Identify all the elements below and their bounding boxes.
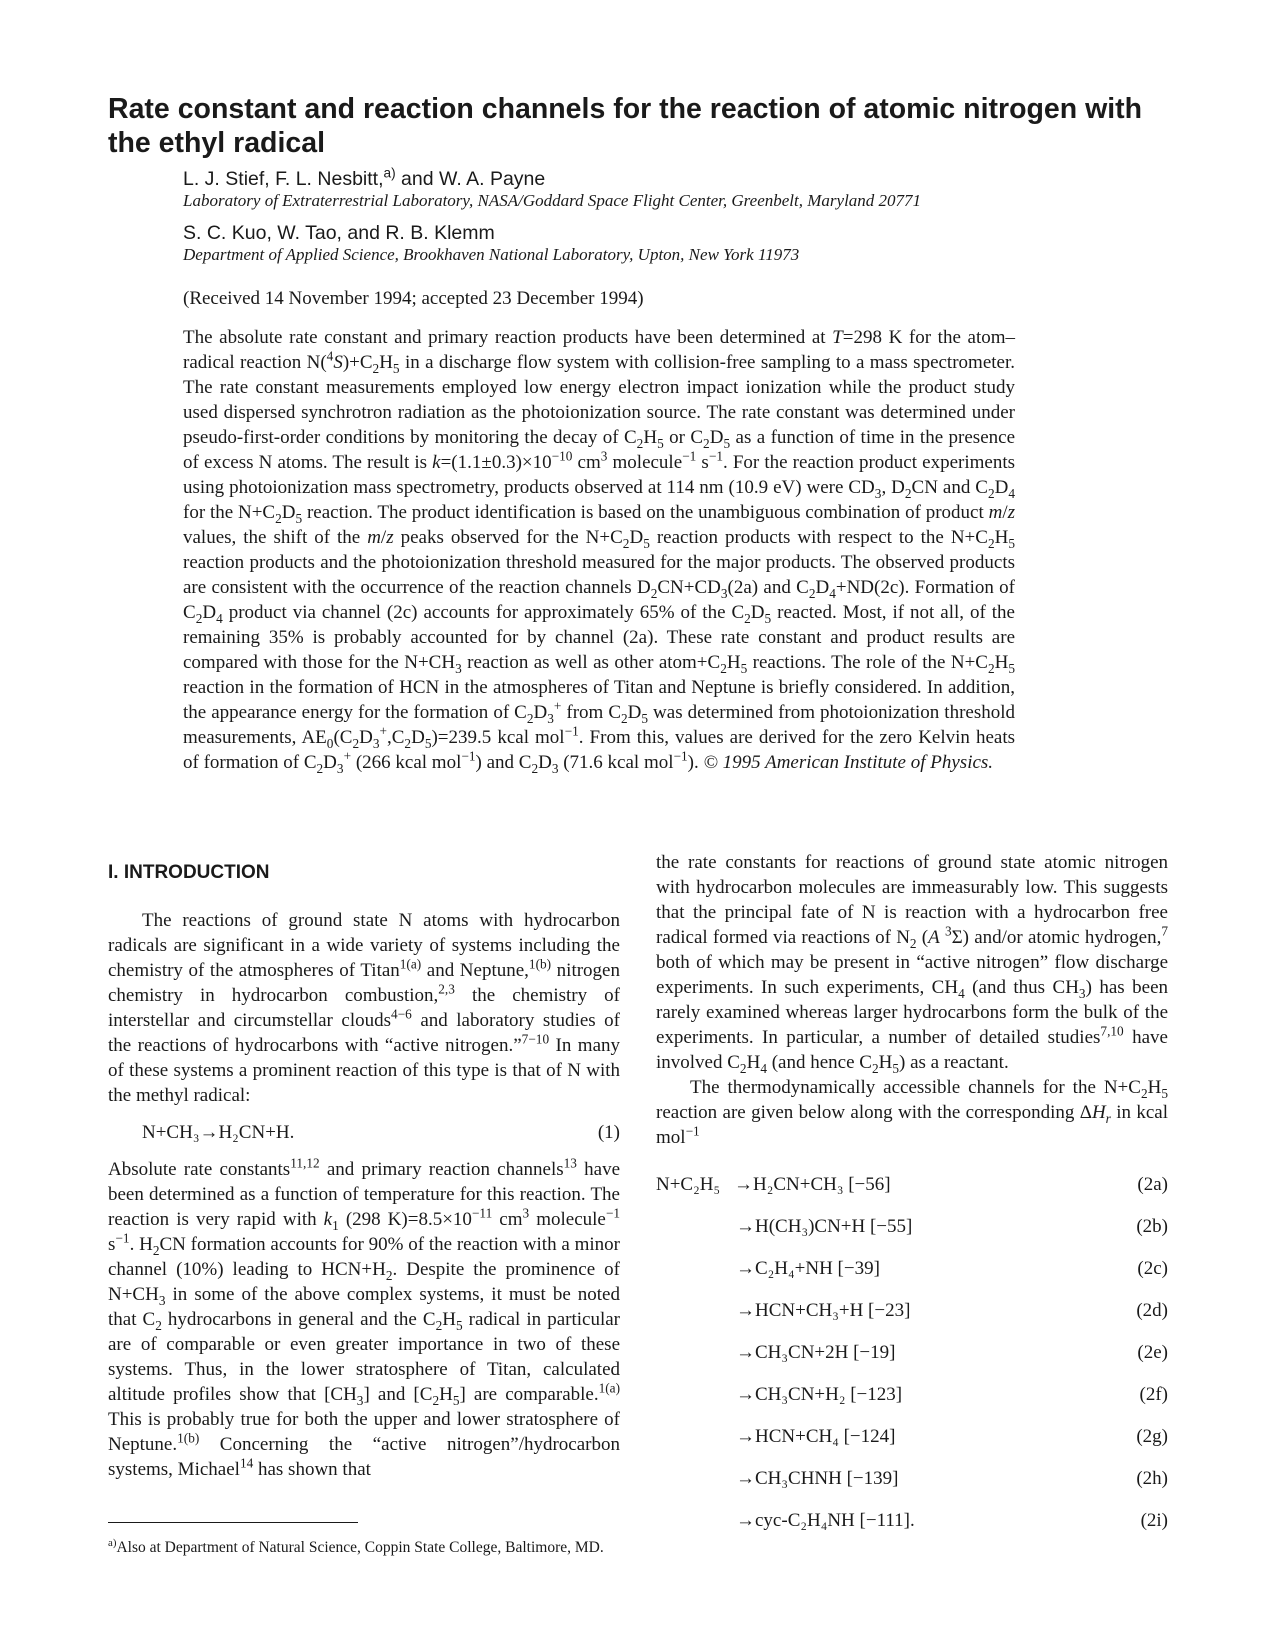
intro-paragraph-1: The reactions of ground state N atoms with hydrocarbon radicals are significant in a wide variety of systems including the chemistry of the atmospheres of Titan$^{1(a)}$ and Neptune,$^{1(b)}$ nitrogen chemistry in hydrocarbon combustion,$^{2,3}$ the chemistry of interstellar and circumstellar clouds$^{4-6}$ and laboratory studies of the reactions of hydrocarbons with “active nitrogen.”$^{7-10}$ In many of these systems a prominent reaction of this type is that of N with the methyl radical:	[108, 910, 621, 1106]
reaction-number: (2c)	[1137, 1258, 1168, 1279]
section-heading: I. INTRODUCTION	[108, 862, 270, 883]
reaction-number: (2i)	[1140, 1510, 1168, 1531]
reaction-rhs: →HCN+CH₃+H [−23]	[736, 1300, 911, 1321]
received-dates: (Received 14 November 1994; accepted 23 December 1994)	[183, 288, 644, 309]
reaction-number: (2a)	[1137, 1174, 1168, 1195]
intro-paragraph-4: The thermodynamically accessible channels for the $N+C_2H_5$ reaction are given below along with the corresponding $\Delta H_r$ in kcal mol$^{-1}$	[656, 1077, 1168, 1148]
equation-1-text: N+CH₃→H₂CN+H.	[142, 1122, 295, 1143]
reaction-number: (2e)	[1137, 1342, 1168, 1363]
author-line-2: S. C. Kuo, W. Tao, and R. B. Klemm	[183, 222, 495, 244]
reaction-number: (2h)	[1136, 1468, 1168, 1489]
reaction-lhs: N+C₂H₅	[656, 1174, 721, 1195]
reaction-rhs: →H₂CN+CH₃ [−56]	[734, 1174, 891, 1195]
reaction-rhs: →H(CH₃)CN+H [−55]	[736, 1216, 913, 1237]
intro-paragraph-2: Absolute rate constants$^{11,12}$ and primary reaction channels$^{13}$ have been determined as a function of temperature for this reaction. The reaction is very rapid with $k_1$ (298 $K)=8.5\times 10^{-11}$ $cm^3$ molecule$^{-1}$ $s^{-1}$. $H_2CN$ formation accounts for 90% of the reaction with a minor channel (10%) leading to $HCN+H_2$. Despite the prominence of $N+CH_3$ in some of the above complex systems, it must be noted that $C_2$ hydrocarbons in general and the $C_2H_5$ radical in particular are of comparable or even greater importance in two of these systems. Thus, in the lower stratosphere of Titan, calculated altitude profiles show that $[CH_3]$ and $[C_2H_5]$ are comparable.$^{1(a)}$ This is probably true for both the upper and lower stratosphere of Neptune.$^{1(b)}$ Concerning the “active nitrogen”/hydrocarbon systems, Michael$^{14}$ has shown that	[108, 1155, 620, 1480]
footnote-mark: a)	[108, 1536, 117, 1549]
author-line-1	[183, 167, 545, 191]
footnote-divider	[108, 1522, 358, 1523]
footnote	[108, 1538, 620, 1558]
author-footnote-mark: a)	[383, 165, 396, 181]
reaction-rhs: →C₂H₄+NH [−39]	[736, 1258, 880, 1279]
reaction-rhs: →CH₃CN+H₂ [−123]	[736, 1384, 903, 1405]
abstract: The absolute rate constant and primary reaction products have been determined at T=298 K for the atom–radical reaction $N(^4S)+C_2H_5$ in a discharge flow system with collision-free sampling to a mass spectrometer. The rate constant measurements employed low energy electron impact ionization while the product study used dispersed synchrotron radiation as the photoionization source. The rate constant was determined under pseudo-first-order conditions by monitoring the decay of $C_2H_5$ or $C_2D_5$ as a function of time in the presence of excess N atoms. The result is $k=(1.1\pm 0.3)\times 10^{-10}$ $cm^3$ molecule$^{-1}$ $s^{-1}$. For the reaction product experiments using photoionization mass spectrometry, products observed at 114 nm (10.9 eV) were $CD_3$, $D_2CN$ and $C_2D_4$ for the $N+C_2D_5$ reaction. The product identification is based on the unambiguous combination of product m/z values, the shift of the m/z peaks observed for the $N+C_2D_5$ reaction products with respect to the $N+C_2H_5$ reaction products and the photoionization threshold measured for the major products. The observed products are consistent with the occurrence of the reaction channels $D_2CN+CD_3(2a)$ and $C_2D_4+ND(2c)$. Formation of $C_2D_4$ product via channel (2c) accounts for approximately 65% of the $C_2D_5$ reacted. Most, if not all, of the remaining 35% is probably accounted for by channel (2a). These rate constant and product results are compared with those for the $N+CH_3$ reaction as well as other $atom+C_2H_5$ reactions. The role of the $N+C_2H_5$ reaction in the formation of HCN in the atmospheres of Titan and Neptune is briefly considered. In addition, the appearance energy for the formation of $C_2D_3^+$ from $C_2D_5$ was determined from photoionization threshold measurements, $AE_0(C_2D_3^+,C_2D_5)=239.5$ kcal mol$^{-1}$. From this, values are derived for the zero Kelvin heats of formation of $C_2D_3^+$ (266 kcal mol$^{-1}$) and $C_2D_3$ (71.6 kcal mol$^{-1}$). © 1995 American Institute of Physics.	[183, 327, 1016, 776]
equation-1	[142, 1120, 620, 1145]
affiliation-2: Department of Applied Science, Brookhaven National Laboratory, Upton, New York 11973	[183, 245, 800, 264]
reaction-rhs: →CH₃CN+2H [−19]	[736, 1342, 896, 1363]
reaction-number: (2g)	[1136, 1426, 1168, 1447]
right-column	[656, 850, 1168, 1150]
reaction-rhs: →cyc-C₂H₄NH [−111].	[736, 1510, 915, 1531]
left-column	[108, 908, 620, 1482]
paper-title: Rate constant and reaction channels for the reaction of atomic nitrogen with the ethyl radical	[108, 93, 1143, 159]
intro-paragraph-3: the rate constants for reactions of ground state atomic nitrogen with hydrocarbon molecules are immeasurably low. This suggests that the principal fate of N is reaction with a hydrocarbon free radical formed via reactions of $N_2$ (A $^3$Σ) and/or atomic hydrogen,$^7$ both of which may be present in “active nitrogen” flow discharge experiments. In such experiments, $CH_4$ (and thus $CH_3$) has been rarely examined whereas larger hydrocarbons form the bulk of the experiments. In particular, a number of detailed studies$^{7,10}$ have involved $C_2H_4$ (and hence $C_2H_5$) as a reactant.	[656, 852, 1169, 1076]
authors-1: L. J. Stief, F. L. Nesbitt,	[183, 168, 384, 190]
equation-1-number: (1)	[597, 1122, 620, 1143]
authors-1-end: and W. A. Payne	[395, 168, 546, 190]
reaction-rhs: →CH₃CHNH [−139]	[736, 1468, 899, 1489]
reaction-rhs: →HCN+CH₄ [−124]	[736, 1426, 896, 1447]
reaction-number: (2d)	[1136, 1300, 1168, 1321]
copyright-notice: © 1995 American Institute of Physics.	[703, 752, 994, 773]
affiliation-1: Laboratory of Extraterrestrial Laboratory, NASA/Goddard Space Flight Center, Greenbelt, Maryland 20771	[183, 191, 922, 210]
footnote-text: Also at Department of Natural Science, Coppin State College, Baltimore, MD.	[116, 1539, 604, 1556]
reaction-number: (2f)	[1139, 1384, 1168, 1405]
reaction-number: (2b)	[1136, 1216, 1168, 1237]
